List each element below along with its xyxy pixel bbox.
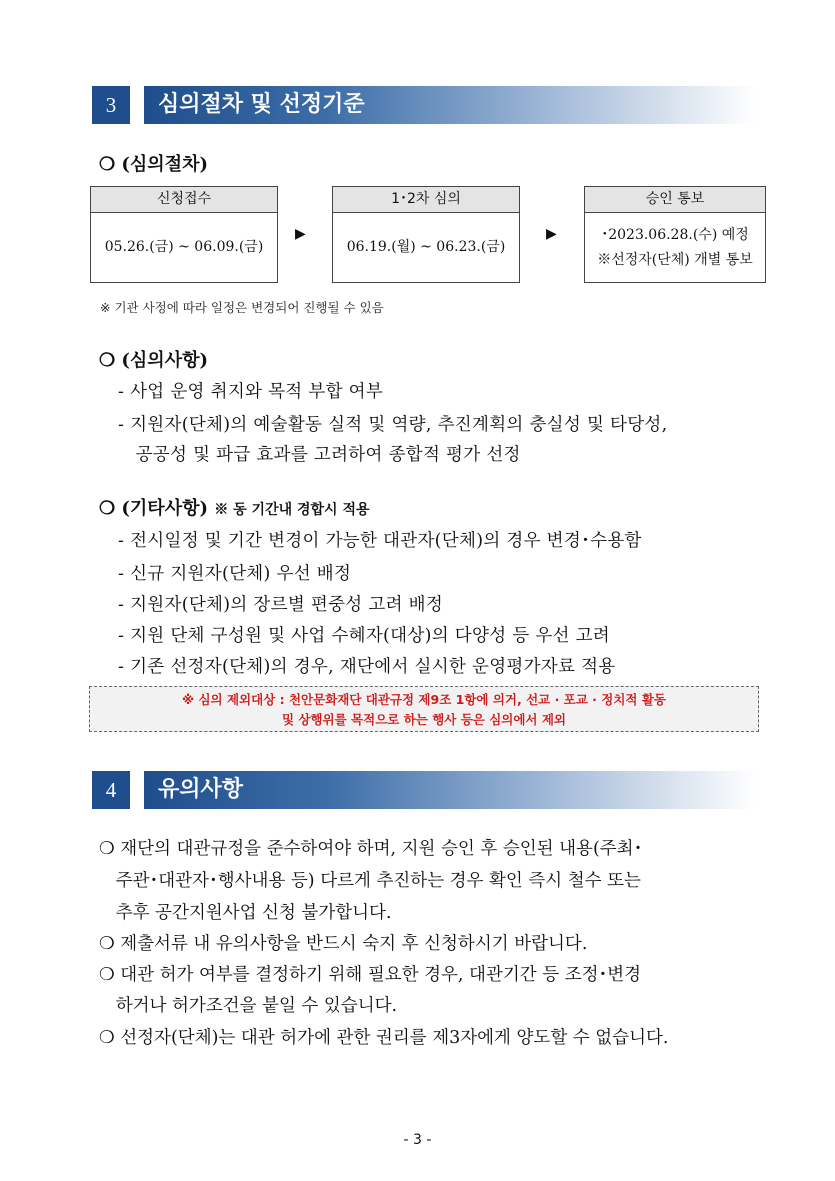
flow-step-header: 신청접수 bbox=[91, 187, 277, 213]
other-item: - 전시일정 및 기간 변경이 가능한 대관자(단체)의 경우 변경･수용함 bbox=[118, 531, 642, 551]
section-title-bar bbox=[144, 86, 756, 124]
flow-step-date: 06.19.(월) ~ 06.23.(금) bbox=[346, 239, 506, 256]
section-number: 3 bbox=[92, 86, 130, 124]
other-item: - 신규 지원자(단체) 우선 배정 bbox=[118, 564, 352, 584]
notice-line: ❍ 제출서류 내 유의사항을 반드시 숙지 후 신청하시기 바랍니다. bbox=[99, 934, 588, 954]
section-title: 심의절차 및 선정기준 bbox=[158, 92, 365, 117]
exclusion-notice bbox=[89, 686, 759, 732]
notice-line: ❍ 선정자(단체)는 대관 허가에 관한 권리를 제3자에게 양도할 수 없습니다. bbox=[99, 1028, 669, 1048]
section-title-bar bbox=[144, 771, 756, 809]
notice-line: ❍ 재단의 대관규정을 준수하여야 하며, 지원 승인 후 승인된 내용(주최･ bbox=[99, 839, 643, 859]
flow-step-application bbox=[90, 186, 278, 283]
flow-step-header: 1･2차 심의 bbox=[333, 187, 519, 213]
other-item: - 기존 선정자(단체)의 경우, 재단에서 실시한 운영평가자료 적용 bbox=[118, 657, 616, 677]
notice-line: ❍ 대관 허가 여부를 결정하기 위해 필요한 경우, 대관기간 등 조정･변경 bbox=[99, 965, 642, 985]
flow-step-note: ※선정자(단체) 개별 통보 bbox=[597, 251, 753, 268]
notice-line: 주관･대관자･행사내용 등) 다르게 추진하는 경우 확인 즉시 철수 또는 bbox=[99, 871, 641, 891]
flow-arrow-icon: ▶ bbox=[295, 226, 306, 242]
section-title: 유의사항 bbox=[158, 777, 244, 802]
exclusion-line: 및 상행위를 목적으로 하는 행사 등은 심의에서 제외 bbox=[281, 712, 567, 727]
other-item: - 지원 단체 구성원 및 사업 수혜자(대상)의 다양성 등 우선 고려 bbox=[118, 626, 611, 646]
procedure-heading: ❍ (심의절차) bbox=[99, 154, 208, 175]
review-item: 공공성 및 파급 효과를 고려하여 종합적 평가 선정 bbox=[118, 445, 521, 465]
notice-line: 하거나 허가조건을 붙일 수 있습니다. bbox=[99, 996, 398, 1016]
review-item: - 사업 운영 취지와 목적 부합 여부 bbox=[118, 382, 384, 402]
flow-step-approval bbox=[584, 186, 766, 283]
schedule-note: ※ 기관 사정에 따라 일정은 변경되어 진행될 수 있음 bbox=[100, 300, 384, 315]
other-heading-note: ※ 동 기간내 경합시 적용 bbox=[214, 502, 370, 518]
section-number: 4 bbox=[92, 771, 130, 809]
review-heading: ❍ (심의사항) bbox=[99, 350, 208, 371]
other-heading bbox=[99, 494, 370, 520]
flow-arrow-icon: ▶ bbox=[546, 226, 557, 242]
section-4-header bbox=[92, 771, 756, 809]
review-item: - 지원자(단체)의 예술활동 실적 및 역량, 추진계획의 충실성 및 타당성, bbox=[118, 415, 668, 435]
flow-step-date: ･2023.06.28.(수) 예정 bbox=[601, 227, 749, 243]
flow-step-date: 05.26.(금) ~ 06.09.(금) bbox=[104, 239, 264, 256]
exclusion-line: ※ 심의 제외대상 : 천안문화재단 대관규정 제9조 1항에 의거, 선교 · 포교 · 정치적 활동 bbox=[181, 692, 667, 707]
section-3-header bbox=[92, 86, 756, 124]
other-item: - 지원자(단체)의 장르별 편중성 고려 배정 bbox=[118, 595, 444, 615]
flow-step-review bbox=[332, 186, 520, 283]
other-heading-label: ❍ (기타사항) bbox=[99, 498, 208, 519]
notice-line: 추후 공간지원사업 신청 불가합니다. bbox=[99, 903, 392, 923]
page-number: - 3 - bbox=[403, 1132, 432, 1148]
flow-step-header: 승인 통보 bbox=[585, 187, 765, 213]
